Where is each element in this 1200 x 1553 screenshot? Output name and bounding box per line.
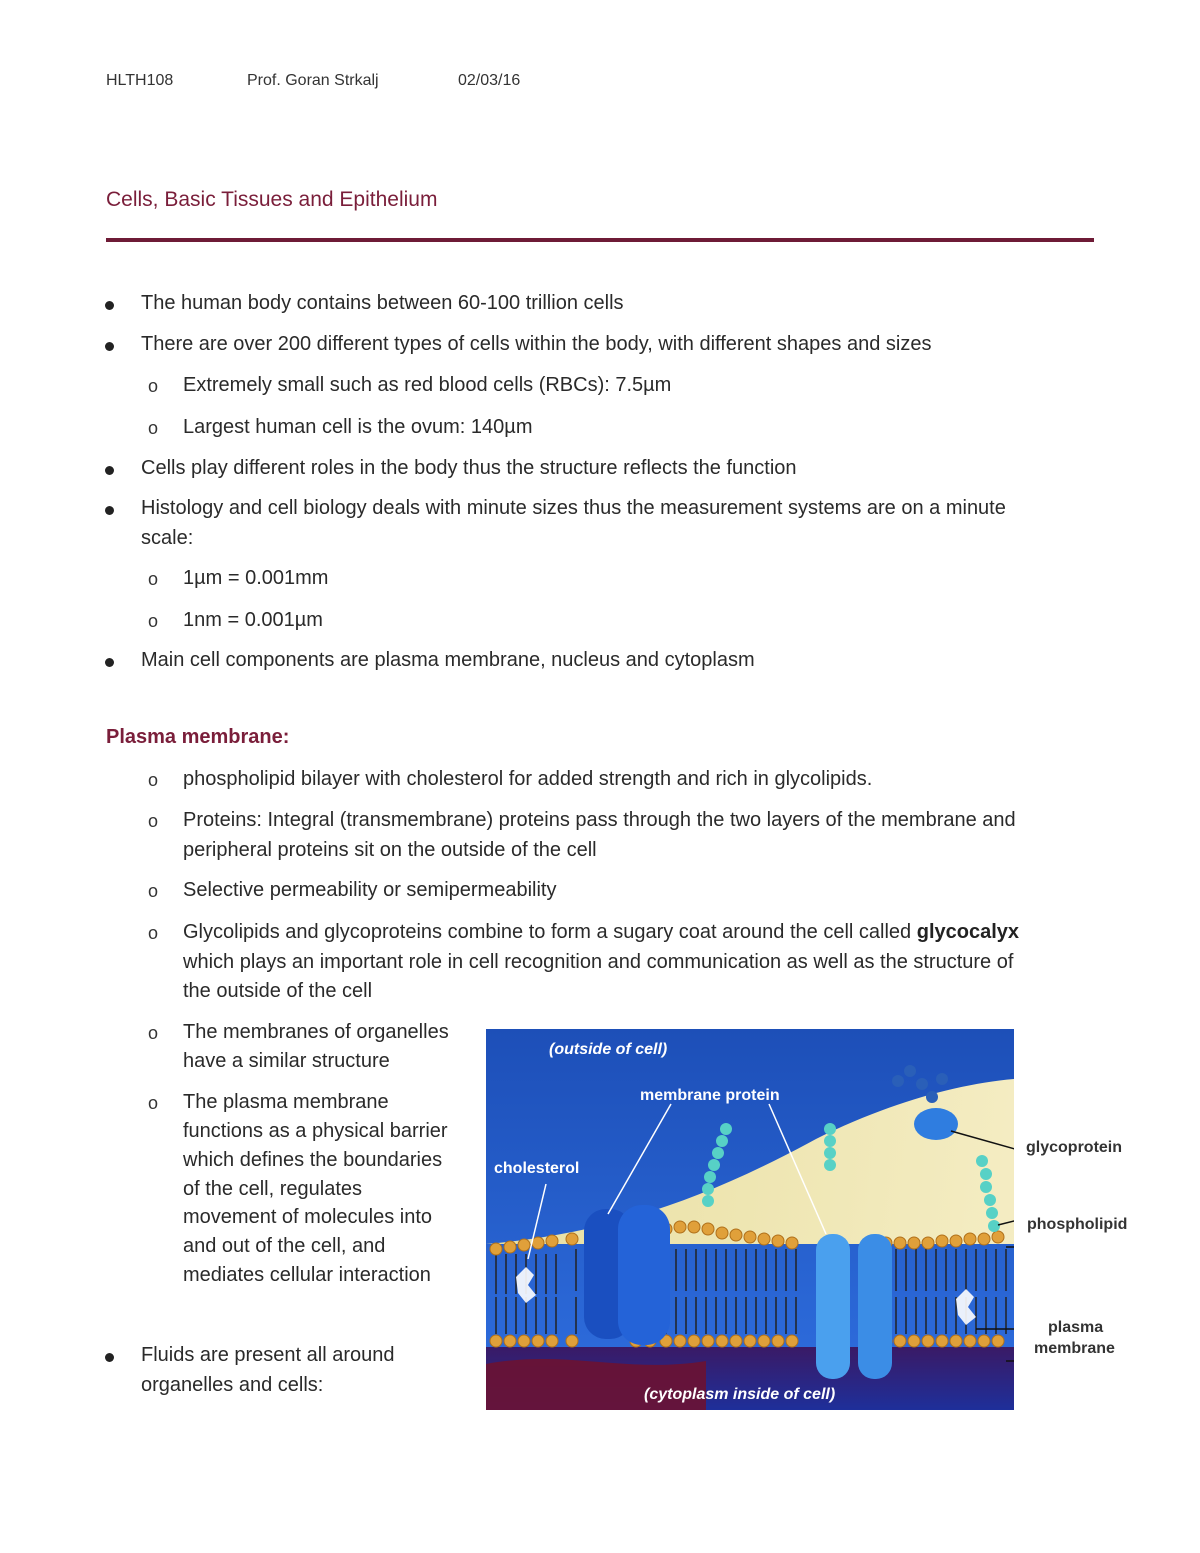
- bullet-dot: [105, 1353, 114, 1362]
- figure-label-phospholipid: phospholipid: [1027, 1216, 1128, 1233]
- sub-bullet-circle: o: [148, 1093, 159, 1113]
- list-item: There are over 200 different types of cells within the body, with different shapes and sizes: [141, 333, 932, 355]
- title-divider: [106, 238, 1094, 242]
- figure-label-plasma: plasma: [1048, 1319, 1104, 1336]
- figure-label-glycoprotein: glycoprotein: [1026, 1139, 1123, 1156]
- sub-bullet-circle: o: [148, 376, 159, 396]
- bullet-dot: [105, 506, 114, 515]
- list-item: Cells play different roles in the body thus the structure reflects the function: [141, 457, 797, 479]
- list-item: 1nm = 0.001µm: [183, 609, 323, 631]
- list-item: The plasma membrane: [183, 1091, 389, 1113]
- glycocalyx-term: glycocalyx: [916, 921, 1020, 943]
- glycocalyx-sentence: Glycolipids and glycoproteins combine to form a sugary coat around the cell called: [183, 921, 917, 943]
- figure-label-inside: (cytoplasm inside of cell): [644, 1386, 836, 1403]
- list-item: Main cell components are plasma membrane, nucleus and cytoplasm: [141, 649, 755, 671]
- document-date: 02/03/16: [458, 72, 521, 89]
- list-item-continuation: peripheral proteins sit on the outside of the cell: [183, 839, 597, 861]
- list-item-continuation: organelles and cells:: [141, 1374, 324, 1396]
- list-item-continuation: of the cell, regulates: [183, 1178, 362, 1200]
- list-item: Largest human cell is the ovum: 140µm: [183, 416, 533, 438]
- professor-name: Prof. Goran Strkalj: [247, 72, 379, 89]
- list-item-continuation: and out of the cell, and: [183, 1235, 386, 1257]
- bullet-dot: [105, 658, 114, 667]
- list-item: [183, 921, 1019, 944]
- list-item-continuation: which defines the boundaries: [183, 1149, 443, 1171]
- list-item-continuation: movement of molecules into: [183, 1206, 433, 1228]
- sub-bullet-circle: o: [148, 569, 159, 589]
- list-item-continuation: scale:: [141, 527, 194, 549]
- sub-bullet-circle: o: [148, 881, 159, 901]
- list-item: The human body contains between 60-100 trillion cells: [141, 292, 624, 314]
- list-item-continuation: functions as a physical barrier: [183, 1120, 448, 1142]
- figure-label-membrane-protein: membrane protein: [640, 1087, 780, 1104]
- sub-bullet-circle: o: [148, 611, 159, 631]
- list-item: phospholipid bilayer with cholesterol for added strength and rich in glycolipids.: [183, 768, 873, 790]
- sub-bullet-circle: o: [148, 418, 159, 438]
- list-item: The membranes of organelles: [183, 1021, 449, 1043]
- sub-bullet-circle: o: [148, 770, 159, 790]
- list-item-continuation: have a similar structure: [183, 1050, 390, 1072]
- list-item: Selective permeability or semipermeability: [183, 879, 557, 901]
- figure-label-outside: (outside of cell): [549, 1041, 668, 1058]
- list-item: Extremely small such as red blood cells (RBCs): 7.5µm: [183, 374, 672, 396]
- list-item-continuation: which plays an important role in cell recognition and communication as well as the structure of: [183, 951, 1014, 973]
- course-code: HLTH108: [106, 72, 174, 89]
- list-item: Fluids are present all around: [141, 1344, 395, 1366]
- list-item-continuation: the outside of the cell: [183, 980, 373, 1002]
- section-heading: Plasma membrane:: [106, 726, 290, 748]
- sub-bullet-circle: o: [148, 923, 159, 943]
- list-item-continuation: mediates cellular interaction: [183, 1264, 431, 1286]
- bullet-dot: [105, 301, 114, 310]
- sub-bullet-circle: o: [148, 811, 159, 831]
- figure-label-cholesterol: cholesterol: [494, 1160, 580, 1177]
- sub-bullet-circle: o: [148, 1023, 159, 1043]
- list-item: Histology and cell biology deals with minute sizes thus the measurement systems are on a minute: [141, 497, 1006, 519]
- page-title: Cells, Basic Tissues and Epithelium: [106, 188, 438, 211]
- figure-label-membrane: membrane: [1034, 1340, 1115, 1357]
- bullet-dot: [105, 342, 114, 351]
- list-item: 1µm = 0.001mm: [183, 567, 329, 589]
- list-item: Proteins: Integral (transmembrane) proteins pass through the two layers of the membrane and: [183, 809, 1016, 831]
- plasma-membrane-figure: [486, 1029, 1014, 1410]
- bullet-dot: [105, 466, 114, 475]
